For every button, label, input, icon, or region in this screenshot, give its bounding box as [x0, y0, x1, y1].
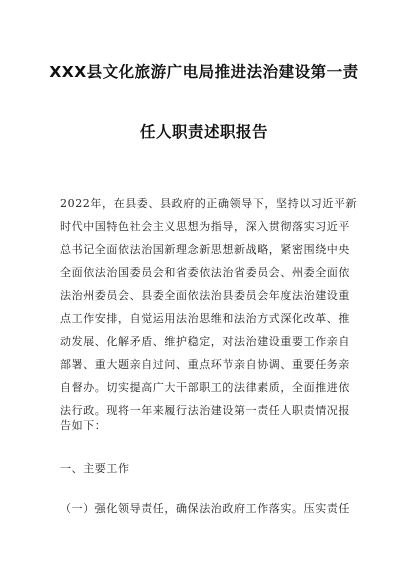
document-title-line-2: 任人职责述职报告	[139, 123, 268, 141]
paragraph-line: 点工作安排，自觉运用法治思维和法治方式深化改革、推	[60, 312, 350, 325]
paragraph-line: 全面依法治国委员会和省委依法治省委员会、州委全面依	[60, 266, 350, 279]
document-title-line-1: XXX县文化旅游广电局推进法治建设第一责	[49, 63, 359, 81]
paragraph-line: 自督办。切实提高广大干部职工的法律素质，全面推进依	[60, 381, 350, 394]
paragraph-line: 法治州委员会、县委全面依法治县委员会年度法治建设重	[60, 289, 350, 302]
paragraph-line: 部署、重大题亲自过问、重点环节亲自协调、重要任务亲	[60, 358, 350, 371]
paragraph-line: 告如下：	[60, 419, 107, 432]
section-item-text: （一）强化领导责任，确保法治政府工作落实。压实责任	[60, 502, 350, 515]
section-heading: 一、主要工作	[60, 462, 130, 475]
paragraph-line: 总书记全面依法治国新理念新思想新战略，紧密围绕中央	[60, 243, 350, 256]
paragraph-line: 法行政。现将一年来履行法治建设第一责任人职责情况报	[60, 404, 350, 417]
paragraph-line: 时代中国特色社会主义思想为指导，深入贯彻落实习近平	[60, 220, 350, 233]
paragraph-line: 2022年，在县委、县政府的正确领导下，坚持以习近平新	[60, 197, 358, 210]
paragraph-line: 动发展、化解矛盾、维护稳定，对法治建设重要工作亲自	[60, 335, 350, 348]
